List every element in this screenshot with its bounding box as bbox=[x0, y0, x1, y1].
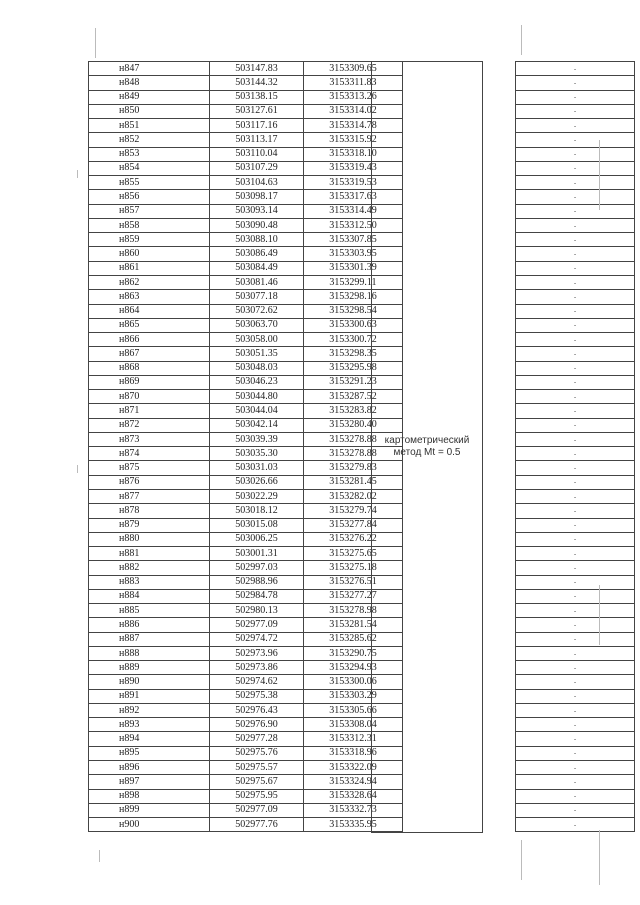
accuracy-value: - bbox=[516, 789, 635, 803]
point-name: н862 bbox=[89, 275, 210, 289]
x-coordinate: 503072.62 bbox=[210, 304, 304, 318]
scan-mark bbox=[99, 850, 100, 862]
y-coordinate: 3153314.49 bbox=[304, 204, 403, 218]
table-row bbox=[89, 818, 635, 832]
y-coordinate: 3153280.40 bbox=[304, 418, 403, 432]
method-line-2: метод Mt = 0.5 bbox=[393, 447, 461, 458]
y-coordinate: 3153291.23 bbox=[304, 375, 403, 389]
accuracy-value: - bbox=[516, 176, 635, 190]
point-name: н886 bbox=[89, 618, 210, 632]
point-name: н871 bbox=[89, 404, 210, 418]
point-name: н887 bbox=[89, 632, 210, 646]
accuracy-value: - bbox=[516, 618, 635, 632]
accuracy-value: - bbox=[516, 589, 635, 603]
table-row bbox=[89, 561, 635, 575]
x-coordinate: 503058.00 bbox=[210, 333, 304, 347]
y-coordinate: 3153319.43 bbox=[304, 161, 403, 175]
table-row bbox=[89, 547, 635, 561]
accuracy-value: - bbox=[516, 333, 635, 347]
table-row bbox=[89, 532, 635, 546]
x-coordinate: 502975.67 bbox=[210, 775, 304, 789]
accuracy-value: - bbox=[516, 62, 635, 76]
table-row bbox=[89, 333, 635, 347]
y-coordinate: 3153307.85 bbox=[304, 233, 403, 247]
accuracy-value: - bbox=[516, 732, 635, 746]
accuracy-value: - bbox=[516, 347, 635, 361]
y-coordinate: 3153309.65 bbox=[304, 62, 403, 76]
x-coordinate: 502974.72 bbox=[210, 632, 304, 646]
table-row bbox=[89, 190, 635, 204]
x-coordinate: 503147.83 bbox=[210, 62, 304, 76]
accuracy-value: - bbox=[516, 133, 635, 147]
table-row bbox=[89, 703, 635, 717]
y-coordinate: 3153277.27 bbox=[304, 589, 403, 603]
x-coordinate: 503039.39 bbox=[210, 432, 304, 446]
point-name: н854 bbox=[89, 161, 210, 175]
table-row bbox=[89, 261, 635, 275]
point-name: н865 bbox=[89, 318, 210, 332]
x-coordinate: 502980.13 bbox=[210, 604, 304, 618]
x-coordinate: 503046.23 bbox=[210, 375, 304, 389]
table-row bbox=[89, 604, 635, 618]
point-name: н851 bbox=[89, 119, 210, 133]
point-name: н850 bbox=[89, 104, 210, 118]
x-coordinate: 502997.03 bbox=[210, 561, 304, 575]
x-coordinate: 502975.38 bbox=[210, 689, 304, 703]
x-coordinate: 503117.16 bbox=[210, 119, 304, 133]
point-name: н891 bbox=[89, 689, 210, 703]
table-row bbox=[89, 504, 635, 518]
table-row bbox=[89, 361, 635, 375]
scan-mark bbox=[599, 830, 600, 885]
x-coordinate: 503001.31 bbox=[210, 547, 304, 561]
scan-mark bbox=[521, 25, 522, 55]
accuracy-value: - bbox=[516, 475, 635, 489]
point-name: н890 bbox=[89, 675, 210, 689]
y-coordinate: 3153314.78 bbox=[304, 119, 403, 133]
y-coordinate: 3153277.84 bbox=[304, 518, 403, 532]
table-row bbox=[89, 233, 635, 247]
x-coordinate: 503093.14 bbox=[210, 204, 304, 218]
point-name: н881 bbox=[89, 547, 210, 561]
point-name: н879 bbox=[89, 518, 210, 532]
point-name: н859 bbox=[89, 233, 210, 247]
point-name: н868 bbox=[89, 361, 210, 375]
point-name: н852 bbox=[89, 133, 210, 147]
point-name: н861 bbox=[89, 261, 210, 275]
table-row bbox=[89, 161, 635, 175]
point-name: н899 bbox=[89, 803, 210, 817]
point-name: н894 bbox=[89, 732, 210, 746]
accuracy-value: - bbox=[516, 575, 635, 589]
y-coordinate: 3153299.11 bbox=[304, 275, 403, 289]
y-coordinate: 3153278.88 bbox=[304, 432, 403, 446]
y-coordinate: 3153305.66 bbox=[304, 703, 403, 717]
point-name: н863 bbox=[89, 290, 210, 304]
accuracy-value: - bbox=[516, 361, 635, 375]
y-coordinate: 3153276.22 bbox=[304, 532, 403, 546]
scan-mark bbox=[599, 585, 600, 645]
point-name: н898 bbox=[89, 789, 210, 803]
x-coordinate: 502973.96 bbox=[210, 646, 304, 660]
table-row bbox=[89, 176, 635, 190]
table-row bbox=[89, 803, 635, 817]
table-row bbox=[89, 675, 635, 689]
accuracy-value: - bbox=[516, 561, 635, 575]
x-coordinate: 502977.09 bbox=[210, 803, 304, 817]
scan-mark bbox=[599, 140, 600, 210]
x-coordinate: 503063.70 bbox=[210, 318, 304, 332]
point-name: н880 bbox=[89, 532, 210, 546]
point-name: н853 bbox=[89, 147, 210, 161]
accuracy-value: - bbox=[516, 547, 635, 561]
table-row bbox=[89, 775, 635, 789]
y-coordinate: 3153303.29 bbox=[304, 689, 403, 703]
y-coordinate: 3153281.45 bbox=[304, 475, 403, 489]
x-coordinate: 502988.96 bbox=[210, 575, 304, 589]
y-coordinate: 3153279.74 bbox=[304, 504, 403, 518]
point-name: н893 bbox=[89, 718, 210, 732]
x-coordinate: 503035.30 bbox=[210, 447, 304, 461]
y-coordinate: 3153311.83 bbox=[304, 76, 403, 90]
accuracy-value: - bbox=[516, 761, 635, 775]
table-row bbox=[89, 746, 635, 760]
accuracy-value: - bbox=[516, 318, 635, 332]
x-coordinate: 503031.03 bbox=[210, 461, 304, 475]
y-coordinate: 3153300.72 bbox=[304, 333, 403, 347]
y-coordinate: 3153275.18 bbox=[304, 561, 403, 575]
x-coordinate: 503138.15 bbox=[210, 90, 304, 104]
point-name: н892 bbox=[89, 703, 210, 717]
table-row bbox=[89, 575, 635, 589]
point-name: н867 bbox=[89, 347, 210, 361]
accuracy-value: - bbox=[516, 461, 635, 475]
table-row bbox=[89, 447, 635, 461]
accuracy-value: - bbox=[516, 675, 635, 689]
method-cell bbox=[371, 61, 483, 833]
table-row bbox=[89, 789, 635, 803]
y-coordinate: 3153282.02 bbox=[304, 489, 403, 503]
table-row bbox=[89, 290, 635, 304]
accuracy-value: - bbox=[516, 161, 635, 175]
table-row bbox=[89, 418, 635, 432]
table-row bbox=[89, 761, 635, 775]
accuracy-value: - bbox=[516, 375, 635, 389]
y-coordinate: 3153312.31 bbox=[304, 732, 403, 746]
point-name: н885 bbox=[89, 604, 210, 618]
accuracy-value: - bbox=[516, 233, 635, 247]
point-name: н874 bbox=[89, 447, 210, 461]
x-coordinate: 502977.09 bbox=[210, 618, 304, 632]
table-row bbox=[89, 732, 635, 746]
y-coordinate: 3153290.75 bbox=[304, 646, 403, 660]
point-name: н895 bbox=[89, 746, 210, 760]
coordinates-table bbox=[88, 61, 635, 832]
point-name: н875 bbox=[89, 461, 210, 475]
x-coordinate: 503113.17 bbox=[210, 133, 304, 147]
scan-mark bbox=[521, 840, 522, 880]
x-coordinate: 503090.48 bbox=[210, 218, 304, 232]
point-name: н884 bbox=[89, 589, 210, 603]
y-coordinate: 3153300.63 bbox=[304, 318, 403, 332]
x-coordinate: 503077.18 bbox=[210, 290, 304, 304]
point-name: н873 bbox=[89, 432, 210, 446]
y-coordinate: 3153318.10 bbox=[304, 147, 403, 161]
x-coordinate: 503081.46 bbox=[210, 275, 304, 289]
table-row bbox=[89, 90, 635, 104]
x-coordinate: 503015.08 bbox=[210, 518, 304, 532]
table-row bbox=[89, 432, 635, 446]
method-line-1: картометрический bbox=[384, 435, 470, 446]
table-row bbox=[89, 689, 635, 703]
y-coordinate: 3153281.54 bbox=[304, 618, 403, 632]
accuracy-value: - bbox=[516, 818, 635, 832]
accuracy-value: - bbox=[516, 746, 635, 760]
point-name: н847 bbox=[89, 62, 210, 76]
point-name: н858 bbox=[89, 218, 210, 232]
accuracy-value: - bbox=[516, 646, 635, 660]
y-coordinate: 3153312.50 bbox=[304, 218, 403, 232]
accuracy-value: - bbox=[516, 703, 635, 717]
y-coordinate: 3153322.09 bbox=[304, 761, 403, 775]
accuracy-value: - bbox=[516, 204, 635, 218]
table-row bbox=[89, 518, 635, 532]
accuracy-value: - bbox=[516, 775, 635, 789]
accuracy-value: - bbox=[516, 90, 635, 104]
y-coordinate: 3153324.94 bbox=[304, 775, 403, 789]
y-coordinate: 3153332.73 bbox=[304, 803, 403, 817]
table-row bbox=[89, 347, 635, 361]
accuracy-value: - bbox=[516, 390, 635, 404]
x-coordinate: 502975.95 bbox=[210, 789, 304, 803]
x-coordinate: 503107.29 bbox=[210, 161, 304, 175]
x-coordinate: 503110.04 bbox=[210, 147, 304, 161]
table-row bbox=[89, 204, 635, 218]
point-name: н860 bbox=[89, 247, 210, 261]
point-name: н866 bbox=[89, 333, 210, 347]
table-row bbox=[89, 119, 635, 133]
table-row bbox=[89, 133, 635, 147]
x-coordinate: 503044.04 bbox=[210, 404, 304, 418]
x-coordinate: 502974.62 bbox=[210, 675, 304, 689]
table-row bbox=[89, 589, 635, 603]
method-text bbox=[385, 435, 470, 459]
x-coordinate: 502977.28 bbox=[210, 732, 304, 746]
x-coordinate: 502976.90 bbox=[210, 718, 304, 732]
x-coordinate: 503022.29 bbox=[210, 489, 304, 503]
table-row bbox=[89, 632, 635, 646]
accuracy-value: - bbox=[516, 504, 635, 518]
y-coordinate: 3153317.63 bbox=[304, 190, 403, 204]
accuracy-value: - bbox=[516, 489, 635, 503]
x-coordinate: 503084.49 bbox=[210, 261, 304, 275]
y-coordinate: 3153298.35 bbox=[304, 347, 403, 361]
y-coordinate: 3153285.62 bbox=[304, 632, 403, 646]
table-row bbox=[89, 489, 635, 503]
table-row bbox=[89, 147, 635, 161]
accuracy-value: - bbox=[516, 404, 635, 418]
table-row bbox=[89, 275, 635, 289]
y-coordinate: 3153314.02 bbox=[304, 104, 403, 118]
table-row bbox=[89, 718, 635, 732]
table-row bbox=[89, 475, 635, 489]
point-name: н900 bbox=[89, 818, 210, 832]
x-coordinate: 502975.57 bbox=[210, 761, 304, 775]
table-row bbox=[89, 390, 635, 404]
x-coordinate: 502984.78 bbox=[210, 589, 304, 603]
accuracy-value: - bbox=[516, 76, 635, 90]
y-coordinate: 3153328.64 bbox=[304, 789, 403, 803]
table-row bbox=[89, 304, 635, 318]
x-coordinate: 503048.03 bbox=[210, 361, 304, 375]
scan-mark bbox=[77, 465, 78, 473]
point-name: н883 bbox=[89, 575, 210, 589]
accuracy-value: - bbox=[516, 661, 635, 675]
table-row bbox=[89, 404, 635, 418]
y-coordinate: 3153294.93 bbox=[304, 661, 403, 675]
point-name: н882 bbox=[89, 561, 210, 575]
x-coordinate: 502977.76 bbox=[210, 818, 304, 832]
x-coordinate: 503104.63 bbox=[210, 176, 304, 190]
x-coordinate: 503042.14 bbox=[210, 418, 304, 432]
y-coordinate: 3153335.95 bbox=[304, 818, 403, 832]
y-coordinate: 3153287.52 bbox=[304, 390, 403, 404]
y-coordinate: 3153319.53 bbox=[304, 176, 403, 190]
accuracy-value: - bbox=[516, 275, 635, 289]
y-coordinate: 3153276.51 bbox=[304, 575, 403, 589]
x-coordinate: 502975.76 bbox=[210, 746, 304, 760]
table-row bbox=[89, 618, 635, 632]
accuracy-value: - bbox=[516, 532, 635, 546]
accuracy-value: - bbox=[516, 718, 635, 732]
point-name: н877 bbox=[89, 489, 210, 503]
x-coordinate: 502976.43 bbox=[210, 703, 304, 717]
point-name: н897 bbox=[89, 775, 210, 789]
accuracy-value: - bbox=[516, 104, 635, 118]
accuracy-value: - bbox=[516, 518, 635, 532]
table-row bbox=[89, 375, 635, 389]
point-name: н889 bbox=[89, 661, 210, 675]
accuracy-value: - bbox=[516, 432, 635, 446]
point-name: н870 bbox=[89, 390, 210, 404]
point-name: н856 bbox=[89, 190, 210, 204]
table-row bbox=[89, 661, 635, 675]
y-coordinate: 3153298.54 bbox=[304, 304, 403, 318]
x-coordinate: 503044.80 bbox=[210, 390, 304, 404]
table-row bbox=[89, 646, 635, 660]
point-name: н855 bbox=[89, 176, 210, 190]
y-coordinate: 3153283.82 bbox=[304, 404, 403, 418]
y-coordinate: 3153295.98 bbox=[304, 361, 403, 375]
accuracy-value: - bbox=[516, 290, 635, 304]
y-coordinate: 3153278.98 bbox=[304, 604, 403, 618]
table-row bbox=[89, 218, 635, 232]
x-coordinate: 503098.17 bbox=[210, 190, 304, 204]
table-row bbox=[89, 62, 635, 76]
point-name: н869 bbox=[89, 375, 210, 389]
y-coordinate: 3153275.65 bbox=[304, 547, 403, 561]
point-name: н857 bbox=[89, 204, 210, 218]
table-row bbox=[89, 247, 635, 261]
x-coordinate: 503086.49 bbox=[210, 247, 304, 261]
x-coordinate: 503144.32 bbox=[210, 76, 304, 90]
point-name: н864 bbox=[89, 304, 210, 318]
accuracy-value: - bbox=[516, 247, 635, 261]
point-name: н878 bbox=[89, 504, 210, 518]
y-coordinate: 3153303.95 bbox=[304, 247, 403, 261]
x-coordinate: 503127.61 bbox=[210, 104, 304, 118]
point-name: н848 bbox=[89, 76, 210, 90]
table-row bbox=[89, 104, 635, 118]
y-coordinate: 3153298.16 bbox=[304, 290, 403, 304]
point-name: н888 bbox=[89, 646, 210, 660]
accuracy-value: - bbox=[516, 119, 635, 133]
accuracy-value: - bbox=[516, 218, 635, 232]
y-coordinate: 3153278.88 bbox=[304, 447, 403, 461]
table-row bbox=[89, 318, 635, 332]
table-row bbox=[89, 76, 635, 90]
accuracy-value: - bbox=[516, 803, 635, 817]
y-coordinate: 3153313.26 bbox=[304, 90, 403, 104]
x-coordinate: 503026.66 bbox=[210, 475, 304, 489]
accuracy-value: - bbox=[516, 190, 635, 204]
table-body bbox=[89, 62, 635, 832]
y-coordinate: 3153301.39 bbox=[304, 261, 403, 275]
y-coordinate: 3153279.83 bbox=[304, 461, 403, 475]
x-coordinate: 502973.86 bbox=[210, 661, 304, 675]
point-name: н849 bbox=[89, 90, 210, 104]
accuracy-value: - bbox=[516, 304, 635, 318]
accuracy-value: - bbox=[516, 418, 635, 432]
accuracy-value: - bbox=[516, 147, 635, 161]
accuracy-value: - bbox=[516, 689, 635, 703]
table-row bbox=[89, 461, 635, 475]
accuracy-value: - bbox=[516, 632, 635, 646]
x-coordinate: 503006.25 bbox=[210, 532, 304, 546]
accuracy-value: - bbox=[516, 447, 635, 461]
accuracy-value: - bbox=[516, 261, 635, 275]
x-coordinate: 503051.35 bbox=[210, 347, 304, 361]
point-name: н876 bbox=[89, 475, 210, 489]
point-name: н872 bbox=[89, 418, 210, 432]
y-coordinate: 3153318.96 bbox=[304, 746, 403, 760]
y-coordinate: 3153300.06 bbox=[304, 675, 403, 689]
scan-mark bbox=[77, 170, 78, 178]
x-coordinate: 503018.12 bbox=[210, 504, 304, 518]
x-coordinate: 503088.10 bbox=[210, 233, 304, 247]
y-coordinate: 3153308.04 bbox=[304, 718, 403, 732]
point-name: н896 bbox=[89, 761, 210, 775]
scan-mark bbox=[95, 28, 96, 58]
accuracy-value: - bbox=[516, 604, 635, 618]
y-coordinate: 3153315.92 bbox=[304, 133, 403, 147]
